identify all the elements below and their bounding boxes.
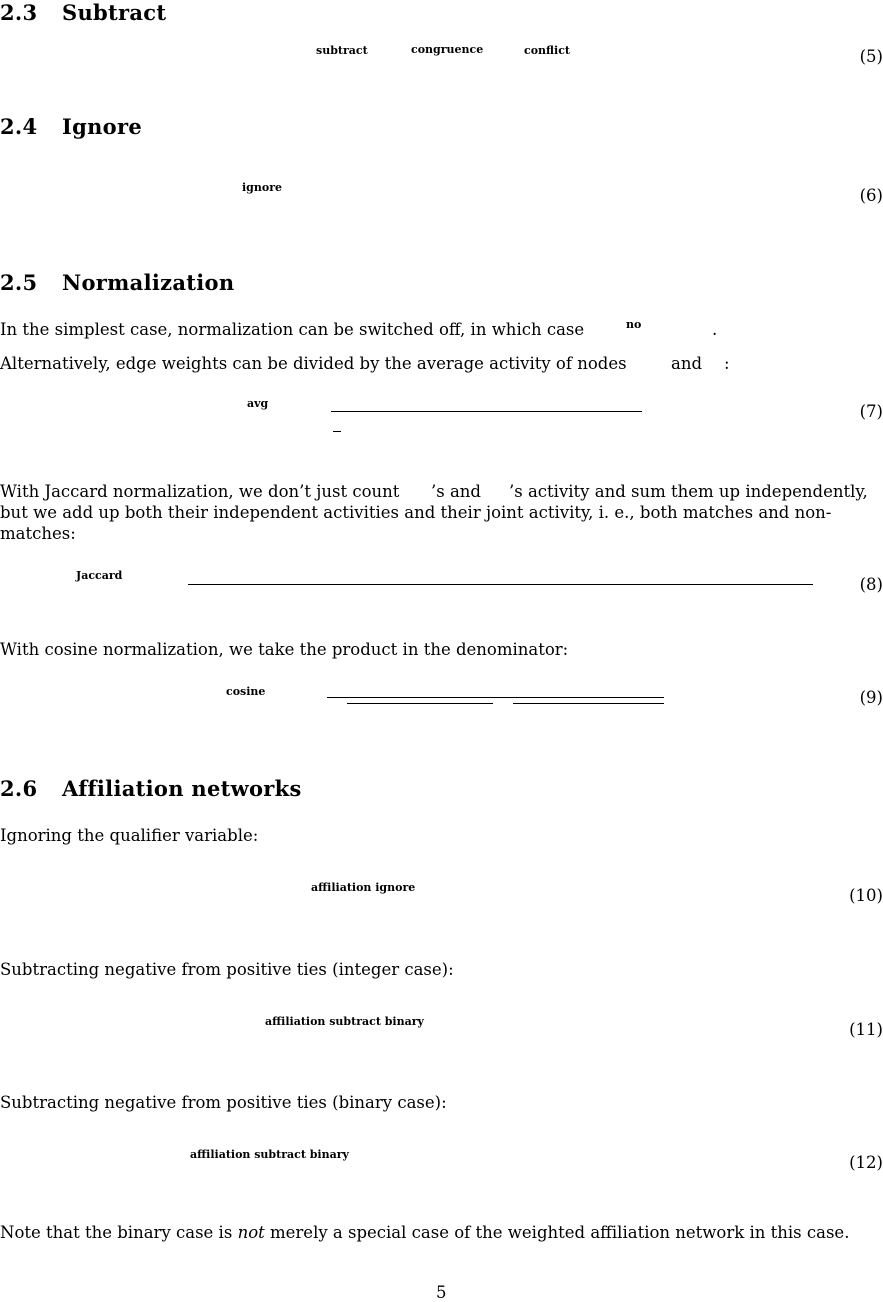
eq6-subscript-ignore: ignore bbox=[242, 181, 282, 194]
eq8-subscript-jaccard: Jaccard bbox=[76, 569, 123, 582]
eq12-subscript-affiliation-subtract-binary: affiliation subtract binary bbox=[190, 1148, 349, 1161]
section-heading-2-6 bbox=[0, 776, 302, 801]
eq5-subscript-conflict: conflict bbox=[524, 44, 570, 57]
eq7-half-bar bbox=[333, 431, 341, 432]
jaccard-line1-a: With Jaccard normalization, we don’t just count bbox=[0, 482, 400, 501]
eq9-subscript-cosine: cosine bbox=[226, 685, 266, 698]
paragraph-note bbox=[0, 1223, 849, 1243]
section-title: Subtract bbox=[62, 0, 167, 25]
jaccard-line3: matches: bbox=[0, 524, 76, 543]
eq5-subscript-subtract: subtract bbox=[316, 44, 368, 57]
paragraph-cosine: With cosine normalization, we take the product in the denominator: bbox=[0, 640, 569, 659]
eq5-subscript-congruence: congruence bbox=[411, 43, 484, 56]
eq10-subscript-affiliation-ignore: affiliation ignore bbox=[311, 881, 416, 894]
paragraph-normalization-average: Alternatively, edge weights can be divided by the average activity of nodes bbox=[0, 354, 627, 373]
paragraph-affiliation-ignore: Ignoring the qualifier variable: bbox=[0, 826, 259, 845]
eq8-fraction-bar bbox=[188, 584, 813, 585]
jaccard-line1-c: ’s activity and sum them up independently, bbox=[509, 482, 868, 501]
eq9-sqrt-bar-left bbox=[347, 703, 493, 704]
section-number: 2.6 bbox=[0, 776, 38, 801]
equation-number-10: (10) bbox=[849, 886, 883, 905]
equation-number-9: (9) bbox=[859, 688, 883, 707]
word-and: and bbox=[671, 354, 703, 373]
jaccard-line2: but we add up both their independent activities and their joint activity, i. e., both matches and non- bbox=[0, 503, 832, 522]
note-text-b: merely a special case of the weighted affiliation network in this case. bbox=[264, 1223, 850, 1242]
eq9-fraction-bar bbox=[327, 697, 664, 698]
eq7-fraction-bar bbox=[331, 411, 642, 412]
note-text-a: Note that the binary case is bbox=[0, 1223, 238, 1242]
eq7-subscript-avg: avg bbox=[247, 397, 269, 410]
page-number: 5 bbox=[436, 1283, 447, 1302]
section-title: Affiliation networks bbox=[62, 776, 302, 801]
section-number: 2.5 bbox=[0, 270, 38, 295]
note-emphasis: not bbox=[237, 1223, 265, 1242]
section-heading-2-5 bbox=[0, 270, 234, 295]
period: . bbox=[712, 320, 718, 339]
section-heading-2-4 bbox=[0, 114, 142, 139]
section-heading-2-3 bbox=[0, 0, 166, 25]
paragraph-normalization-off: In the simplest case, normalization can be switched off, in which case bbox=[0, 320, 585, 339]
equation-number-7: (7) bbox=[859, 402, 883, 421]
section-number: 2.3 bbox=[0, 0, 38, 25]
paragraph-affiliation-integer: Subtracting negative from positive ties (integer case): bbox=[0, 960, 454, 979]
section-title: Ignore bbox=[62, 114, 143, 139]
paragraph-jaccard bbox=[0, 481, 883, 544]
equation-number-11: (11) bbox=[849, 1020, 883, 1039]
section-title: Normalization bbox=[62, 270, 235, 295]
paragraph-affiliation-binary: Subtracting negative from positive ties (binary case): bbox=[0, 1093, 447, 1112]
equation-number-6: (6) bbox=[859, 186, 883, 205]
equation-number-12: (12) bbox=[849, 1153, 883, 1172]
colon: : bbox=[724, 354, 730, 373]
section-number: 2.4 bbox=[0, 114, 38, 139]
eq9-sqrt-bar-right bbox=[513, 703, 664, 704]
equation-number-5: (5) bbox=[859, 47, 883, 66]
jaccard-line1-b: ’s and bbox=[431, 482, 481, 501]
equation-number-8: (8) bbox=[859, 575, 883, 594]
eq11-subscript-affiliation-subtract-binary: affiliation subtract binary bbox=[265, 1015, 424, 1028]
subscript-no: no bbox=[626, 318, 642, 331]
